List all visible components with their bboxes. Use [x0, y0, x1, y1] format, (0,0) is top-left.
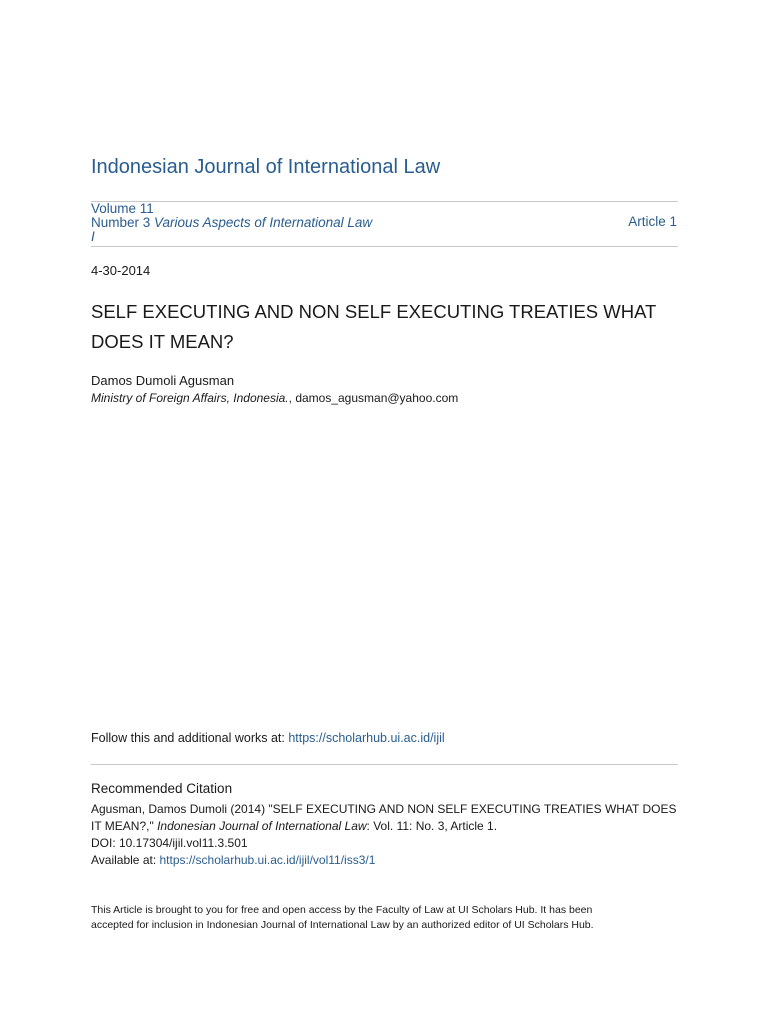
citation-doi: DOI: 10.17304/ijil.vol11.3.501 — [91, 836, 248, 850]
follow-link[interactable]: https://scholarhub.ui.ac.id/ijil — [288, 731, 445, 745]
header-bottom-rule — [91, 246, 678, 247]
follow-text: Follow this and additional works at: — [91, 731, 289, 745]
recommended-citation-heading: Recommended Citation — [91, 781, 233, 796]
publication-date: 4-30-2014 — [91, 263, 151, 278]
issue-number-link[interactable]: Number 3 — [91, 215, 151, 230]
issue-info — [91, 202, 391, 244]
article-title-line2: DOES IT MEAN? — [91, 331, 234, 352]
citation-line2-post: : Vol. 11: No. 3, Article 1. — [366, 819, 498, 833]
journal-title-link[interactable]: Indonesian Journal of International Law — [91, 156, 441, 178]
article-number-link[interactable]: Article 1 — [628, 214, 677, 229]
article-title — [91, 297, 681, 357]
citation-rule — [91, 764, 678, 765]
volume-link[interactable]: Volume 11 — [91, 201, 154, 216]
open-access-note — [91, 903, 681, 933]
citation-available — [91, 852, 681, 869]
open-access-line1: This Article is brought to you for free and open access by the Faculty of Law at UI Scholars Hub. It has been — [91, 904, 593, 916]
follow-line — [91, 731, 445, 745]
affiliation-separator: , — [288, 391, 296, 405]
open-access-line2: accepted for inclusion in Indonesian Journal of International Law by an authorized editor of UI Scholars Hub. — [91, 919, 594, 931]
issue-number-line — [91, 216, 391, 230]
citation-line1: Agusman, Damos Dumoli (2014) "SELF EXECUTING AND NON SELF EXECUTING TREATIES WHAT DOES — [91, 802, 677, 816]
issue-theme-continuation[interactable]: I — [91, 229, 95, 244]
citation-line2-pre: IT MEAN?," — [91, 819, 158, 833]
available-link[interactable]: https://scholarhub.ui.ac.id/ijil/vol11/iss3/1 — [159, 853, 376, 867]
citation-line2 — [91, 818, 681, 835]
author-affiliation — [91, 391, 458, 405]
available-label: Available at: — [91, 853, 160, 867]
author-email: damos_agusman@yahoo.com — [295, 391, 459, 405]
citation-journal-name: Indonesian Journal of International Law — [157, 819, 367, 833]
issue-theme-link[interactable]: Various Aspects of International Law — [154, 215, 373, 230]
affiliation-text: Ministry of Foreign Affairs, Indonesia. — [91, 391, 289, 405]
citation-body — [91, 801, 681, 869]
article-title-line1: SELF EXECUTING AND NON SELF EXECUTING TREATIES WHAT — [91, 301, 657, 322]
author-name: Damos Dumoli Agusman — [91, 373, 235, 388]
